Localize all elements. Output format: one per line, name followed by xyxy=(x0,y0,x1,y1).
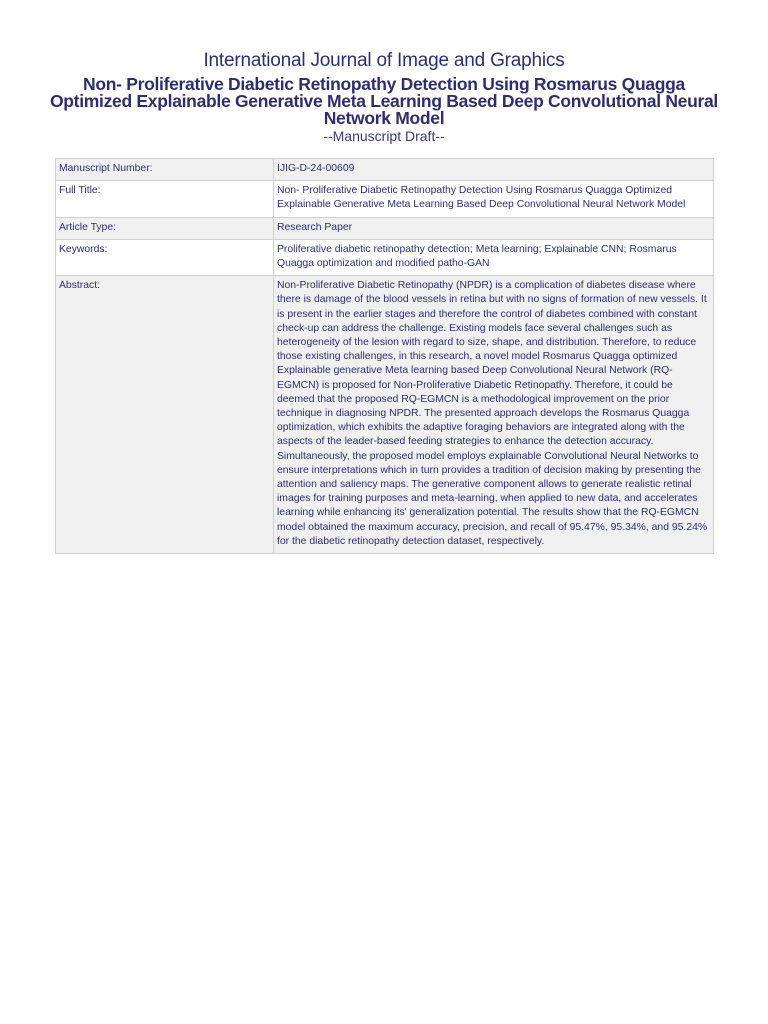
row-abstract xyxy=(56,276,714,554)
manuscript-metadata-table xyxy=(55,158,714,554)
manuscript-title: Non- Proliferative Diabetic Retinopathy Detection Using Rosmarus Quagga Optimized Explainable Generative Meta Learning Based Deep Convolutional Neural Network Model xyxy=(49,74,718,128)
abstract-label: Abstract: xyxy=(56,276,274,554)
manuscript-number-value: IJIG-D-24-00609 xyxy=(274,159,714,181)
abstract-value: Non-Proliferative Diabetic Retinopathy (NPDR) is a complication of diabetes disease where there is damage of the blood vessels in retina but with no signs of formation of new vessels. It is present in the earlier stages and therefore the control of diabetes combined with constant check-up can address the challenge. Existing models face several challenges such as heterogeneity of the lesion with regard to size, shape, and distribution. Therefore, to reduce those existing challenges, in this research, a novel model Rosmarus Quagga optimized Explainable generative Meta learning based Deep Convolutional Neural Network (RQ-EGMCN) is proposed for Non-Proliferative Diabetic Retinopathy. Therefore, it could be deemed that the proposed RQ-EGMCN is a methodological improvement on the prior technique in diagnosing NPDR. The presented approach develops the Rosmarus Quagga optimization, which exhibits the adaptive foraging behaviors are integrated along with the aspects of the leader-based feeding strategies to enhance the detection accuracy. Simultaneously, the proposed model employs explainable Convolutional Neural Networks to ensure interpretations which in turn provides a tradition of decision making by presenting the attention and saliency maps. The generative component allows to generate realistic retinal images for training purposes and meta-learning, when applied to new data, and accelerates learning while enhancing its' generalization potential. The results show that the RQ-EGMCN model obtained the maximum accuracy, precision, and recall of 95.47%, 95.34%, and 95.24% for the diabetic retinopathy detection dataset, respectively. xyxy=(274,276,714,554)
draft-label: --Manuscript Draft-- xyxy=(323,128,445,144)
journal-name: International Journal of Image and Graphics xyxy=(203,50,565,71)
row-keywords xyxy=(56,239,714,275)
row-article-type xyxy=(56,217,714,239)
full-title-value: Non- Proliferative Diabetic Retinopathy Detection Using Rosmarus Quagga Optimized Explainable Generative Meta Learning Based Deep Convolutional Neural Network Model xyxy=(274,181,714,217)
article-type-label: Article Type: xyxy=(56,217,274,239)
article-type-value: Research Paper xyxy=(274,217,714,239)
keywords-value: Proliferative diabetic retinopathy detection; Meta learning; Explainable CNN; Rosmarus Quagga optimization and modified patho-GAN xyxy=(274,239,714,275)
manuscript-number-label: Manuscript Number: xyxy=(56,159,274,181)
row-manuscript-number xyxy=(56,159,714,181)
row-full-title xyxy=(56,181,714,217)
keywords-label: Keywords: xyxy=(56,239,274,275)
full-title-label: Full Title: xyxy=(56,181,274,217)
